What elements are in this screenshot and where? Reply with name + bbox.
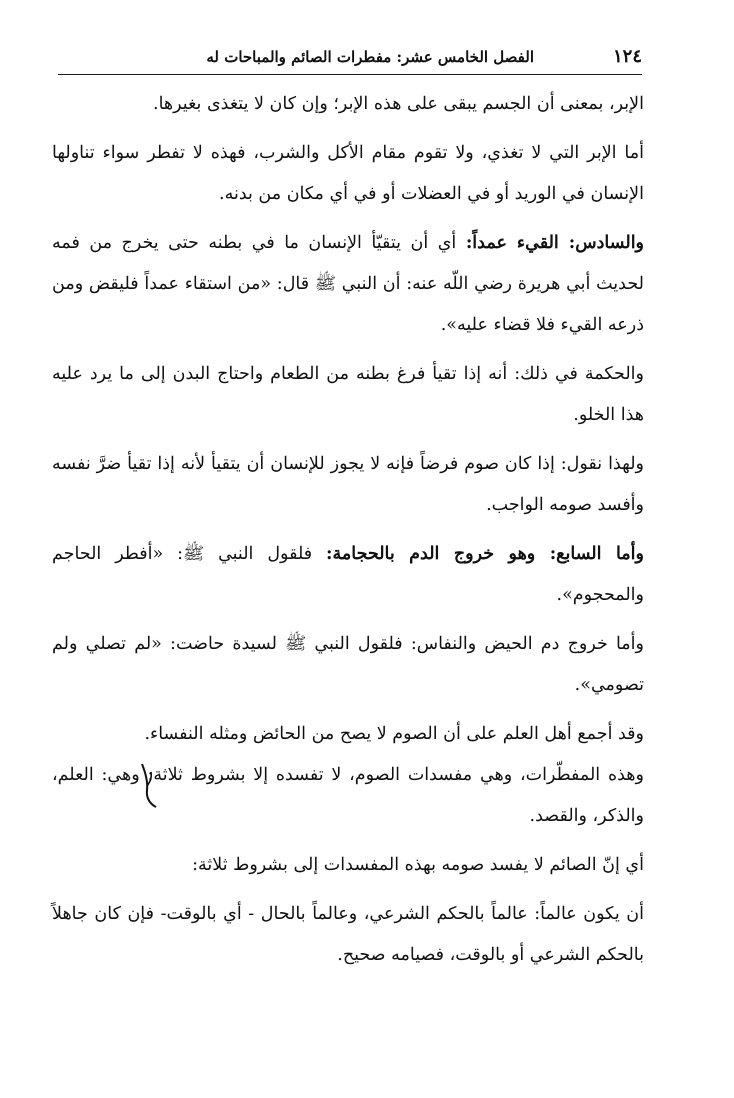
- paragraph-7: [52, 624, 644, 706]
- paragraph-1: [52, 84, 644, 125]
- paragraph-8: [52, 714, 644, 755]
- paragraph-lead: والسادس: القيء عمداً:: [465, 233, 645, 253]
- body-text: [52, 84, 644, 984]
- pen-mark-icon: [138, 760, 160, 810]
- paragraph-text: أما الإبر التي لا تغذي، ولا تقوم مقام الأكل والشرب، فهذه لا تفطر سواء تناولها الإنسان في الوريد أو في العضلات أو في أي مكان من بدنه.: [52, 143, 644, 204]
- paragraph-6: [52, 534, 644, 616]
- paragraph-text: أن يكون عالماً: عالماً بالحكم الشرعي، وعالماً بالحال - أي بالوقت- فإن كان جاهلاً بالحكم الشرعي أو بالوقت، فصيامه صحيح.: [52, 904, 644, 965]
- paragraph-text: أي إنّ الصائم لا يفسد صومه بهذه المفسدات إلى بشروط ثلاثة:: [192, 855, 644, 875]
- page-header: [58, 44, 642, 75]
- paragraph-lead: وأما السابع: وهو خروج الدم بالحجامة:: [326, 544, 644, 564]
- paragraph-4: [52, 354, 644, 436]
- paragraph-text: أي أن يتقيّأ الإنسان ما في بطنه حتى يخرج من فمه لحديث أبي هريرة رضي اللّه عنه: أن النبي ﷺ قال: «من استقاء عمداً فليقض ومن ذرعه القيء فلا قضاء عليه».: [52, 233, 644, 335]
- paragraph-text: وقد أجمع أهل العلم على أن الصوم لا يصح من الحائض ومثله النفساء.: [144, 724, 644, 744]
- paragraph-text: والحكمة في ذلك: أنه إذا تقيأ فرغ بطنه من الطعام واحتاج البدن إلى ما يرد عليه هذا الخلو.: [52, 364, 644, 425]
- paragraph-text: وأما خروج دم الحيض والنفاس: فلقول النبي ﷺ لسيدة حاضت: «لم تصلي ولم تصومي».: [52, 634, 644, 695]
- paragraph-2: [52, 133, 644, 215]
- paragraph-text: ولهذا نقول: إذا كان صوم فرضاً فإنه لا يجوز للإنسان أن يتقيأ لأنه إذا تقيأ ضرَّ نفسه وأفسد صومه الواجب.: [52, 454, 644, 515]
- paragraph-text: وهذه المفطّرات، وهي مفسدات الصوم، لا تفسده إلا بشروط ثلاثة: وهي: العلم، والذكر، والقصد.: [52, 765, 644, 826]
- page-number: ١٢٤: [612, 46, 642, 67]
- running-head: الفصل الخامس عشر: مفطرات الصائم والمباحات له: [206, 48, 534, 66]
- paragraph-text: الإبر، بمعنى أن الجسم يبقى على هذه الإبر؛ وإن كان لا يتغذى بغيرها.: [153, 94, 644, 114]
- paragraph-11: [52, 894, 644, 976]
- paragraph-3: [52, 223, 644, 346]
- paragraph-10: [52, 845, 644, 886]
- paragraph-text: فلقول النبي ﷺ: «أفطر الحاجم والمحجوم».: [52, 544, 644, 605]
- paragraph-5: [52, 444, 644, 526]
